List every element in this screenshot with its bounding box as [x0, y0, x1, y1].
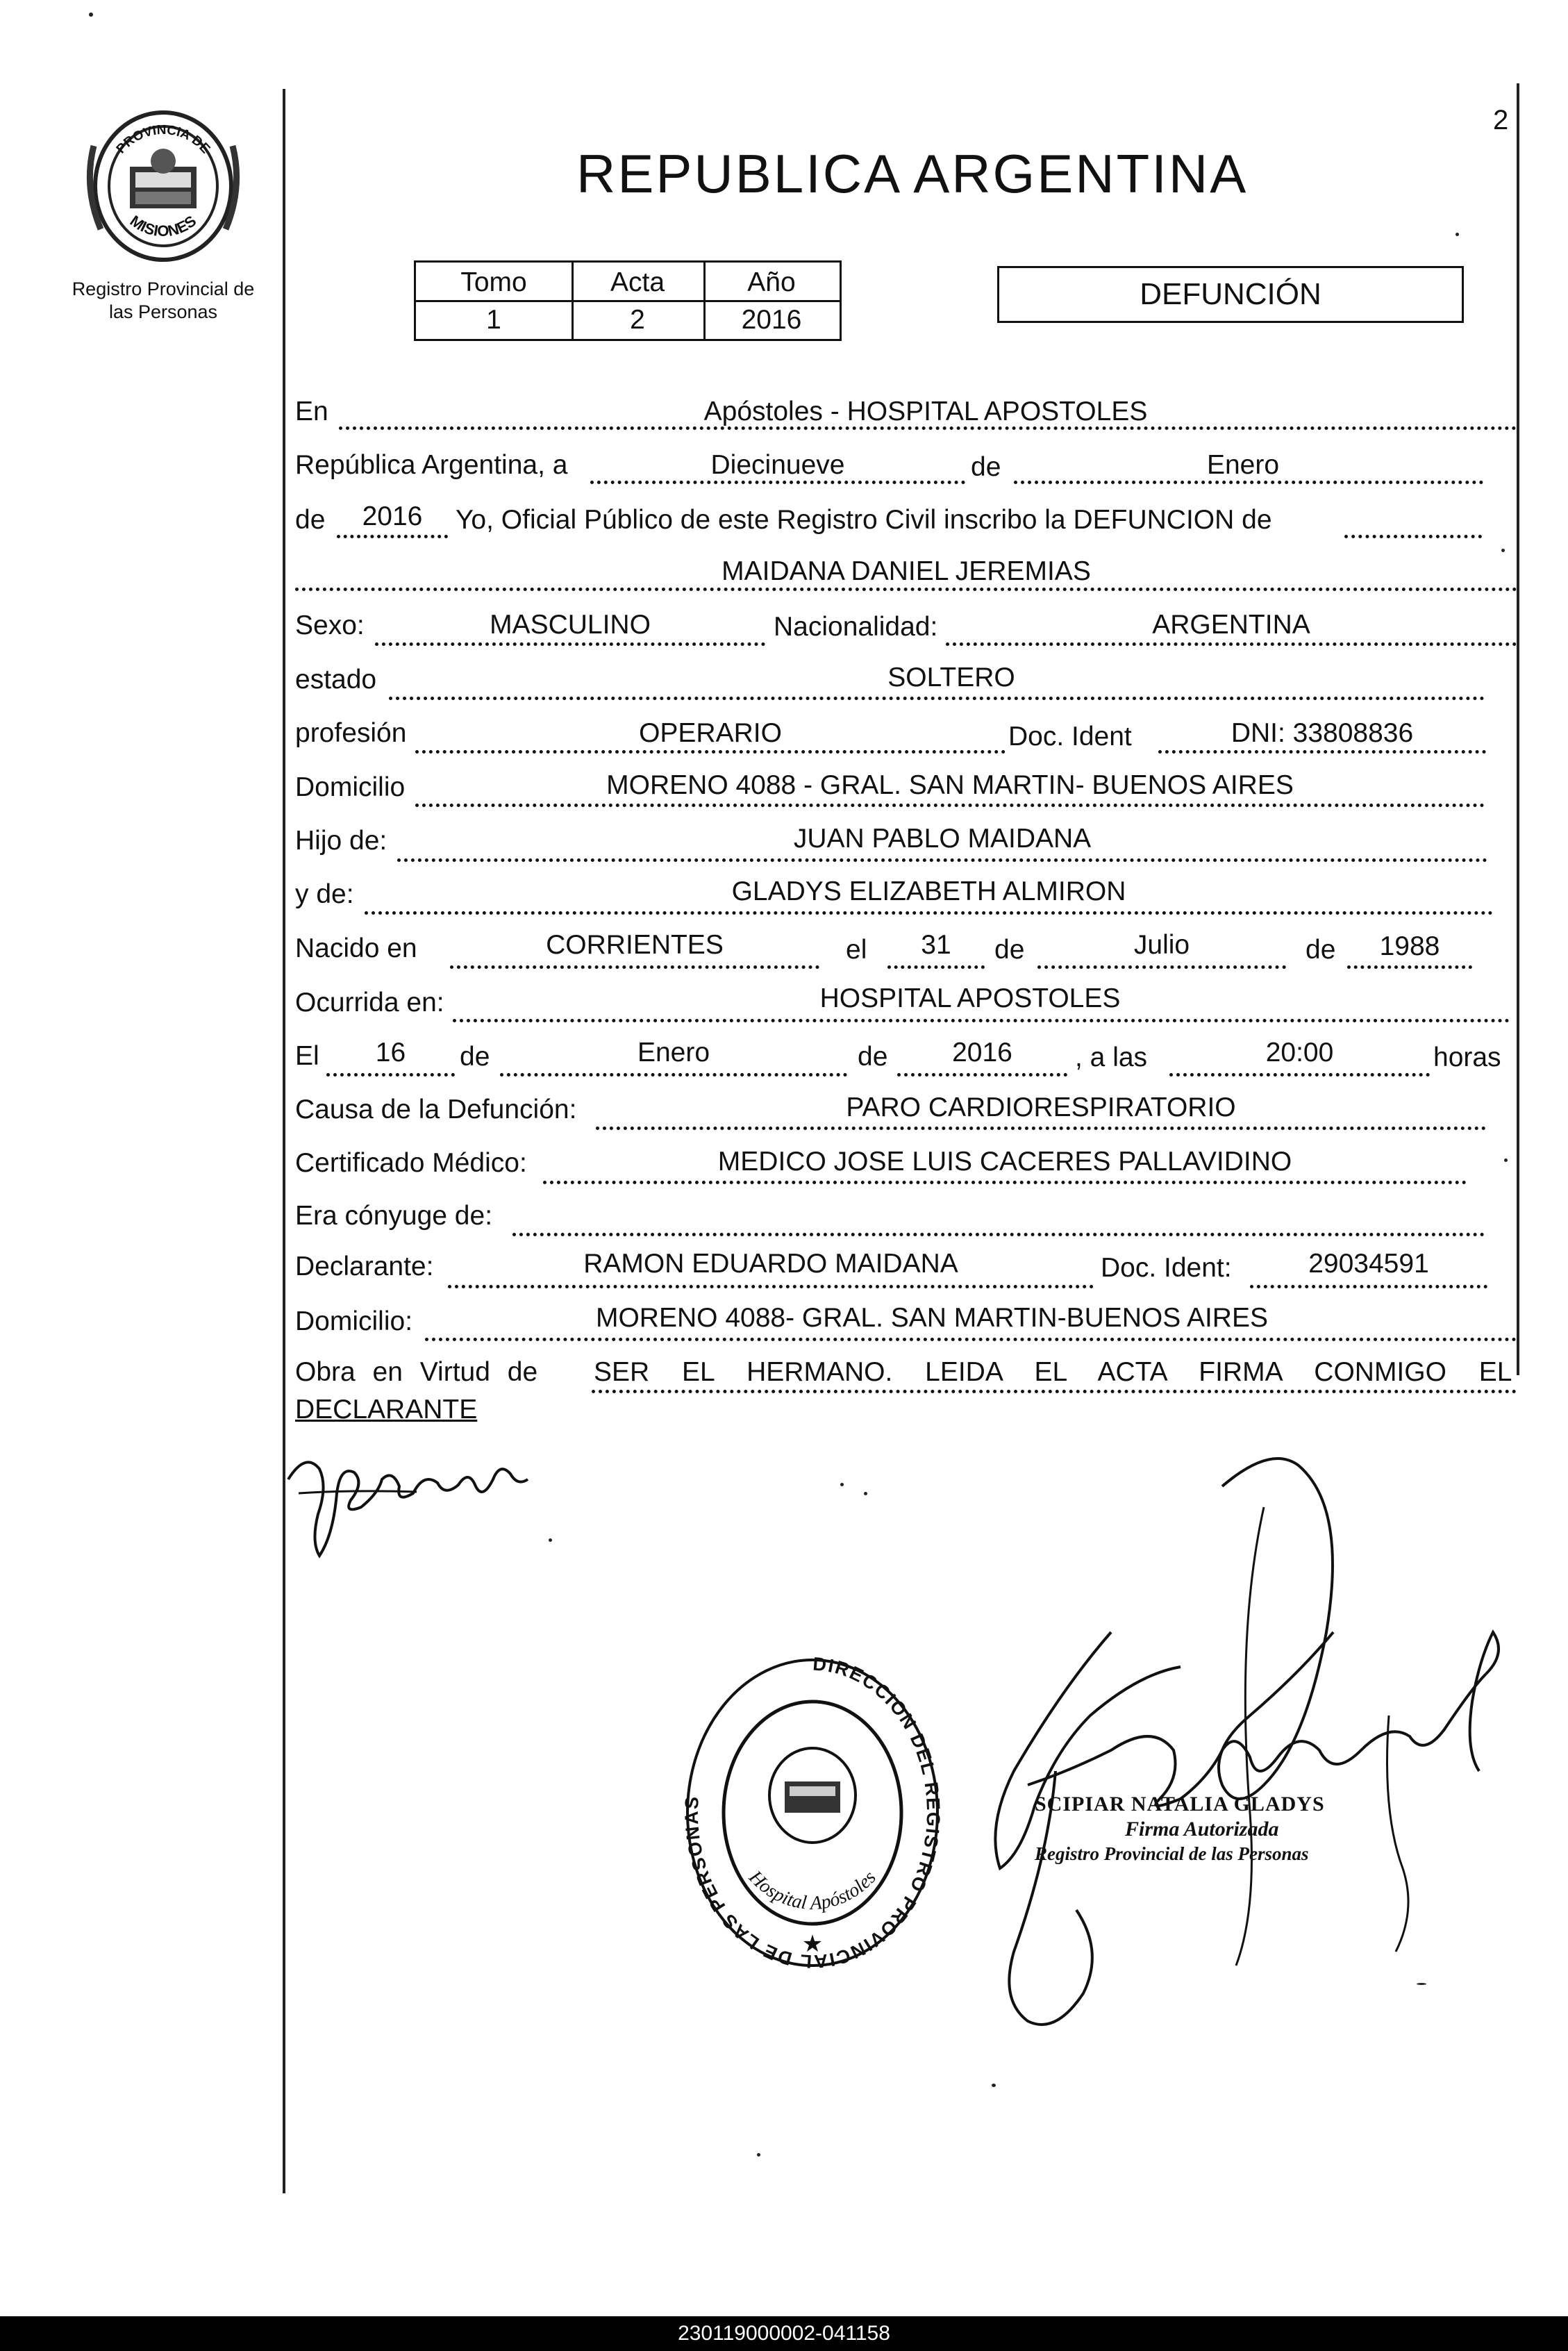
page-title: REPUBLICA ARGENTINA: [576, 143, 1249, 204]
emblem-top-text: PROVINCIA DE: [113, 122, 213, 157]
label-a-las: , a las: [1075, 1042, 1148, 1072]
field-obra-texto-1: SER EL HERMANO. LEIDA EL ACTA FIRMA CONMIGO EL: [594, 1357, 1512, 1387]
page-number: 2: [1493, 105, 1509, 135]
field-declarante-domicilio: MORENO 4088- GRAL. SAN MARTIN-BUENOS AIRES: [595, 1303, 1268, 1333]
field-mes-registro: Enero: [1206, 450, 1280, 480]
registry-name: Registro Provincial de las Personas: [72, 279, 255, 322]
field-causa: PARO CARDIORESPIRATORIO: [846, 1093, 1236, 1122]
record-table: [414, 260, 842, 341]
table-header-anio: Año: [747, 267, 796, 297]
label-en: En: [295, 397, 328, 426]
label-el: el: [846, 935, 867, 965]
label-hijo-de: Hijo de:: [295, 826, 387, 856]
label-conyuge: Era cónyuge de:: [295, 1201, 493, 1231]
label-certificado: Certificado Médico:: [295, 1148, 527, 1178]
label-sexo: Sexo:: [295, 610, 365, 640]
label-y-de: y de:: [295, 879, 354, 909]
label-doc-ident: Doc. Ident: [1008, 722, 1132, 751]
table-header-tomo: Tomo: [460, 267, 527, 297]
label-horas: horas: [1433, 1042, 1501, 1072]
field-nacionalidad: ARGENTINA: [1152, 610, 1310, 640]
field-anio-registro: 2016: [362, 501, 423, 531]
record-type-box: DEFUNCIÓN: [997, 266, 1464, 323]
field-sexo: MASCULINO: [490, 610, 651, 640]
field-lugar: Apóstoles - HOSPITAL APOSTOLES: [703, 397, 1148, 426]
emblem-bottom-text: MISIONES: [126, 212, 200, 240]
field-declarante-doc: 29034591: [1308, 1249, 1429, 1279]
field-estado: SOLTERO: [887, 663, 1015, 692]
left-margin-rule: [283, 89, 285, 2193]
stamp-role: Firma Autorizada: [1125, 1818, 1279, 1841]
seal-inner-text: Hospital Apóstoles: [744, 1866, 881, 1915]
field-ocurrida-en: HOSPITAL APOSTOLES: [819, 983, 1121, 1013]
registry-seal: [677, 1653, 948, 1979]
label-de-4: de: [1306, 935, 1336, 965]
province-emblem: [80, 104, 247, 264]
field-nacido-en: CORRIENTES: [546, 930, 724, 960]
svg-text:MISIONES: [127, 212, 199, 240]
field-obra-texto-2: DECLARANTE: [295, 1395, 478, 1424]
label-de-6: de: [858, 1042, 888, 1072]
label-doc-ident-2: Doc. Ident:: [1101, 1253, 1232, 1283]
label-oficial: Yo, Oficial Público de este Registro Civil inscribo la DEFUNCION de: [456, 505, 1272, 535]
table-value-acta: 2: [630, 305, 645, 335]
stamp-name: SCIPIAR NATALIA GLADYS: [1035, 1793, 1325, 1816]
table-value-tomo: 1: [486, 305, 501, 335]
stamp-office: Registro Provincial de las Personas: [1035, 1843, 1309, 1864]
field-padre: JUAN PABLO MAIDANA: [793, 824, 1092, 854]
table-value-anio: 2016: [741, 305, 802, 335]
field-nacimiento-anio: 1988: [1379, 931, 1440, 961]
field-nacimiento-dia: 31: [921, 930, 951, 960]
field-defuncion-dia: 16: [375, 1038, 406, 1067]
label-de-5: de: [460, 1042, 490, 1072]
field-profesion: OPERARIO: [639, 718, 782, 748]
label-profesion: profesión: [295, 718, 407, 748]
label-obra: Obra en Virtud de: [295, 1357, 538, 1387]
label-estado: estado: [295, 665, 377, 695]
label-republica: República Argentina, a: [295, 450, 568, 480]
label-de-3: de: [994, 935, 1025, 965]
field-defuncion-anio: 2016: [952, 1038, 1012, 1067]
field-nombre: MAIDANA DANIEL JEREMIAS: [722, 556, 1091, 586]
field-certificado: MEDICO JOSE LUIS CACERES PALLAVIDINO: [717, 1147, 1292, 1177]
table-header-acta: Acta: [610, 267, 665, 297]
label-domicilio: Domicilio: [295, 772, 406, 802]
label-declarante: Declarante:: [295, 1252, 434, 1281]
label-nacionalidad: Nacionalidad:: [774, 612, 938, 642]
label-el-cap: El: [295, 1041, 319, 1071]
declarant-signature: [278, 1431, 569, 1570]
field-dia-registro: Diecinueve: [710, 450, 845, 480]
label-de-2: de: [295, 505, 326, 535]
field-nacimiento-mes: Julio: [1133, 930, 1190, 960]
footer-code: 230119000002-041158: [0, 2316, 1568, 2351]
official-signature: [972, 1424, 1528, 2049]
label-de-1: de: [971, 452, 1001, 482]
label-nacido-en: Nacido en: [295, 933, 417, 963]
seal-outer-text: DIRECCION DEL REGISTRO PROVINCIAL DE LAS PERSONAS: [681, 1653, 944, 1972]
svg-text:★: ★: [801, 1930, 824, 1958]
field-madre: GLADYS ELIZABETH ALMIRON: [731, 877, 1126, 906]
field-domicilio: MORENO 4088 - GRAL. SAN MARTIN- BUENOS AIRES: [606, 770, 1294, 800]
field-declarante: RAMON EDUARDO MAIDANA: [583, 1249, 958, 1279]
field-documento: DNI: 33808836: [1231, 718, 1414, 748]
field-defuncion-hora: 20:00: [1265, 1038, 1334, 1067]
label-ocurrida-en: Ocurrida en:: [295, 988, 444, 1017]
field-defuncion-mes: Enero: [637, 1038, 710, 1067]
right-margin-rule: [1517, 83, 1519, 1375]
label-causa: Causa de la Defunción:: [295, 1095, 577, 1124]
label-domicilio-2: Domicilio:: [295, 1306, 413, 1336]
